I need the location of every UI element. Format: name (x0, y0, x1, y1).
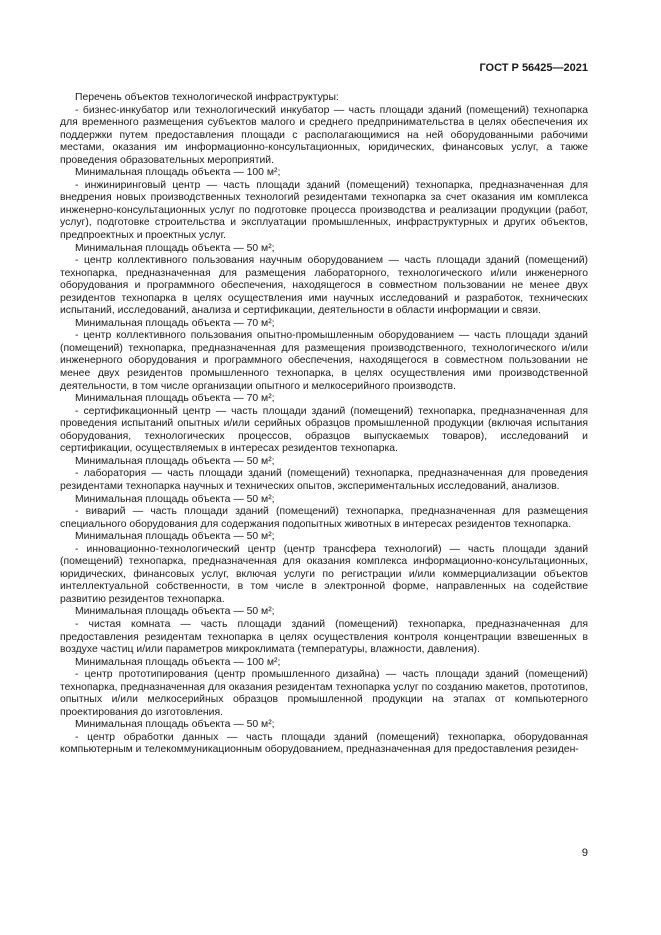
paragraph-min-area: Минимальная площадь объекта — 100 м²; (75, 656, 281, 668)
paragraph-item: - лаборатория — часть площади зданий (помещений) технопарка, предназначенная для проведения резидентами технопарка научных и технических опытов, экспериментальных исследований, анализов. (60, 468, 588, 492)
paragraph-item: - виварий — часть площади зданий (помещений) технопарка, предназначенная для размещения специального оборудования для содержания подопытных животных в интересах резидентов технопарка. (60, 506, 588, 530)
paragraph-item: - сертификационный центр — часть площади зданий (помещений) технопарка, предназначенная для проведения испытаний опытных и/или серийных образцов промышленной продукции (включая испытания оборудования, технологических процессов, образцов выпускаемых товаров), исследований и сертификации, осуществляемых в интересах резидентов технопарка. (60, 405, 588, 455)
paragraph-min-area: Минимальная площадь объекта — 100 м²; (75, 167, 281, 179)
paragraph-min-area: Минимальная площадь объекта — 50 м²; (75, 493, 275, 505)
paragraph-min-area: Минимальная площадь объекта — 50 м²; (75, 242, 275, 254)
page-number: 9 (581, 847, 588, 859)
paragraph-item: - инжиниринговый центр — часть площади зданий (помещений) технопарка, предназначенная для внедрения новых производственных технологий резидентами технопарка за счет оказания им комплекса инженерно-консультационных услуг по подготовке процесса производства и реализации продукции (работ, услуг), подготовке строительства и эксплуатации промышленных, инфраструктурных и других объектов, предпроектных и проектных услуг. (60, 179, 588, 242)
paragraph-item: - центр коллективного пользования научным оборудованием — часть площади зданий (помещений) технопарка, предназначенная для размещения лабораторного, технологического и/или инженерного оборудования и программного обеспечения, находящегося в совместном пользовании не менее двух резидентов технопарка в целях осуществления ими научных исследований и разработок, технических испытаний, исследований, анализа и сертификации, деятельности в области информации и связи. (60, 255, 588, 317)
standard-designation: ГОСТ Р 56425—2021 (479, 62, 588, 74)
paragraph-min-area: Минимальная площадь объекта — 50 м²; (75, 719, 275, 731)
paragraph-item: - центр коллективного пользования опытно-промышленным оборудованием — часть площади зданий (помещений) технопарка, предназначенная для размещения производственного, технологического и/или инженерного оборудования и программного обеспечения, находящегося в совместном пользовании не менее двух резидентов промышленного технопарка, в целях осуществления ими производственной деятельности, в том числе организации опытного и мелкосерийного производств. (60, 330, 588, 392)
paragraph-item: - центр прототипирования (центр промышленного дизайна) — часть площади зданий (помещений) технопарка, предназначенная для оказания резидентам технопарка услуг по созданию макетов, прототипов, опытных и/или мелкосерийных образцов промышленной продукции на этапах от компьютерного проектирования до изготовления. (60, 669, 588, 718)
paragraph-min-area: Минимальная площадь объекта — 50 м²; (75, 531, 275, 543)
paragraph-item: - центр обработки данных — часть площади зданий (помещений) технопарка, оборудованная компьютерным и телекоммуникационным оборудованием, предназначенная для предоставления резиден- (60, 731, 588, 756)
paragraph-item: - инновационно-технологический центр (центр трансфера технологий) — часть площади зданий (помещений) технопарка, предназначенная для оказания комплекса информационно-консультационных, юридических, финансовых услуг, включая услуги по регистрации и/или коммерциализации объектов интеллектуальной собственности, в том числе в электронной форме, направленных на содействие развитию резидентов технопарка. (60, 543, 588, 605)
paragraph-min-area: Минимальная площадь объекта — 50 м²; (75, 606, 275, 618)
paragraph-intro: Перечень объектов технологической инфраструктуры: (75, 92, 339, 103)
paragraph-min-area: Минимальная площадь объекта — 70 м²; (75, 393, 275, 405)
paragraph-min-area: Минимальная площадь объекта — 50 м²; (75, 455, 275, 467)
document-body (60, 92, 588, 757)
paragraph-item: - чистая комната — часть площади зданий (помещений) технопарка, предназначенная для предоставления резидентам технопарка в целях осуществления контроля концентрации взвешенных в воздухе частиц и/или параметров микроклимата (температуры, влажности, давления). (60, 618, 588, 656)
paragraph-item: - бизнес-инкубатор или технологический инкубатор — часть площади зданий (помещений) технопарка для временного размещения субъектов малого и среднего предпринимательства в целях обеспечения их поддержки путем предоставления площади с располагающимися на ней оборудованными рабочими местами, оказания им информационно-консультационных, юридических, финансовых услуг, а также проведения образовательных мероприятий. (60, 104, 588, 166)
paragraph-min-area: Минимальная площадь объекта — 70 м²; (75, 317, 275, 329)
